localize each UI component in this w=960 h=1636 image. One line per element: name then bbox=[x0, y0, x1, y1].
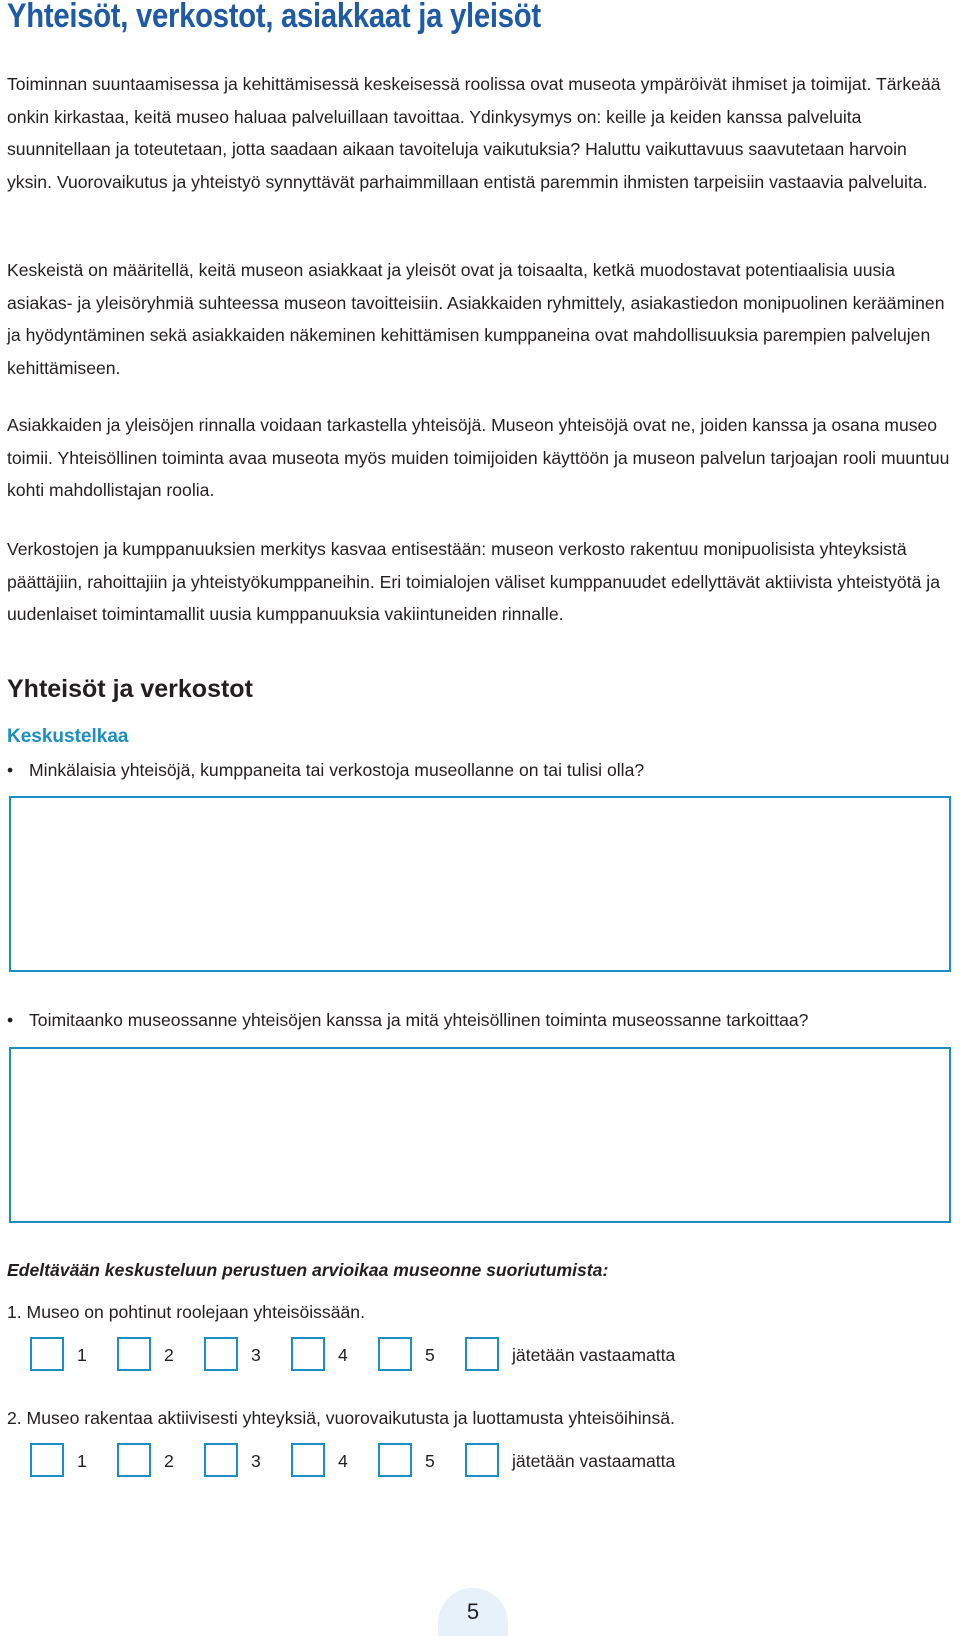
checkbox[interactable] bbox=[378, 1443, 412, 1477]
answer-box-1[interactable] bbox=[9, 796, 951, 972]
checkbox[interactable] bbox=[204, 1443, 238, 1477]
bullet-icon: • bbox=[7, 760, 14, 780]
question-1-text: Minkälaisia yhteisöjä, kumppaneita tai verkostoja museollanne on tai tulisi olla? bbox=[29, 760, 645, 780]
question-2 bbox=[7, 1008, 808, 1032]
checkbox[interactable] bbox=[30, 1337, 64, 1371]
customers-paragraph: Keskeistä on määritellä, keitä museon asiakkaat ja yleisöt ovat ja toisaalta, ketkä muodostavat potentiaalisia uusia asiakas- ja yleisöryhmiä suhteessa museon tavoitteisiin. Asiakkaiden ryhmittely, asiakastiedon monipuolinen kerääminen ja hyödyntäminen sekä asiakkaiden näkeminen kehittämisen kumppaneina ovat mahdollisuuksia parempien palvelujen kehittämiseen. bbox=[7, 260, 945, 378]
checkbox[interactable] bbox=[378, 1337, 412, 1371]
evaluation-instructions: Edeltävään keskusteluun perustuen arvioikaa museonne suoriutumista: bbox=[7, 1260, 609, 1280]
intro-paragraph: Toiminnan suuntaamisessa ja kehittämisessä keskeisessä roolissa ovat museota ympäröivät ihmiset ja toimijat. Tärkeää onkin kirkastaa, keitä museo haluaa palveluillaan tavoittaa. Ydinkysymys on: keille ja keiden kanssa palveluita suunnitellaan ja toteutetaan, jotta saadaan aikaan tavoiteluja vaikutuksia? Haluttu vaikuttavuus saavutetaan harvoin yksin. Vuorovaikutus ja yhteistyö synnyttävät parhaimmillaan entistä paremmin ihmisten tarpeisiin vastaavia palveluita. bbox=[7, 74, 941, 192]
checkbox[interactable] bbox=[291, 1443, 325, 1477]
communities-paragraph: Asiakkaiden ja yleisöjen rinnalla voidaan tarkastella yhteisöjä. Museon yhteisöjä ovat ne, joiden kanssa ja osana museo toimii. Yhteisöllinen toiminta avaa museota myös muiden toimijoiden käyttöön ja museon palvelun tarjoajan rooli muuntuu kohti mahdollistajan roolia. bbox=[7, 415, 950, 500]
bullet-icon: • bbox=[7, 1010, 14, 1030]
rating-question-1: 1. Museo on pohtinut roolejaan yhteisöissään. bbox=[7, 1302, 365, 1322]
rating-scale-1: 1 2 3 4 5 jätetään vastaamatta bbox=[30, 1337, 790, 1375]
page-number: 5 bbox=[438, 1588, 508, 1636]
checkbox[interactable] bbox=[204, 1337, 238, 1371]
checkbox[interactable] bbox=[117, 1443, 151, 1477]
checkbox[interactable] bbox=[117, 1337, 151, 1371]
checkbox[interactable] bbox=[30, 1443, 64, 1477]
checkbox[interactable] bbox=[291, 1337, 325, 1371]
rating-scale-2: 1 2 3 4 5 jätetään vastaamatta bbox=[30, 1443, 790, 1481]
checkbox[interactable] bbox=[465, 1443, 499, 1477]
section-title: Yhteisöt ja verkostot bbox=[7, 675, 253, 703]
page-title: Yhteisöt, verkostot, asiakkaat ja yleisöt bbox=[7, 0, 541, 35]
checkbox[interactable] bbox=[465, 1337, 499, 1371]
question-1 bbox=[7, 758, 644, 782]
rating-question-2: 2. Museo rakentaa aktiivisesti yhteyksiä, vuorovaikutusta ja luottamusta yhteisöihinsä. bbox=[7, 1408, 675, 1428]
discuss-label: Keskustelkaa bbox=[7, 726, 129, 747]
answer-box-2[interactable] bbox=[9, 1047, 951, 1223]
question-2-text: Toimitaanko museossanne yhteisöjen kanssa ja mitä yhteisöllinen toiminta museossanne tarkoittaa? bbox=[29, 1010, 809, 1030]
networks-paragraph: Verkostojen ja kumppanuuksien merkitys kasvaa entisestään: museon verkosto rakentuu monipuolisista yhteyksistä päättäjiin, rahoittajiin ja yhteistyökumppaneihin. Eri toimialojen väliset kumppanuudet edellyttävät aktiivista yhteistyötä ja uudenlaiset toimintamallit uusia kumppanuuksia vakiintuneiden rinnalle. bbox=[7, 539, 940, 624]
